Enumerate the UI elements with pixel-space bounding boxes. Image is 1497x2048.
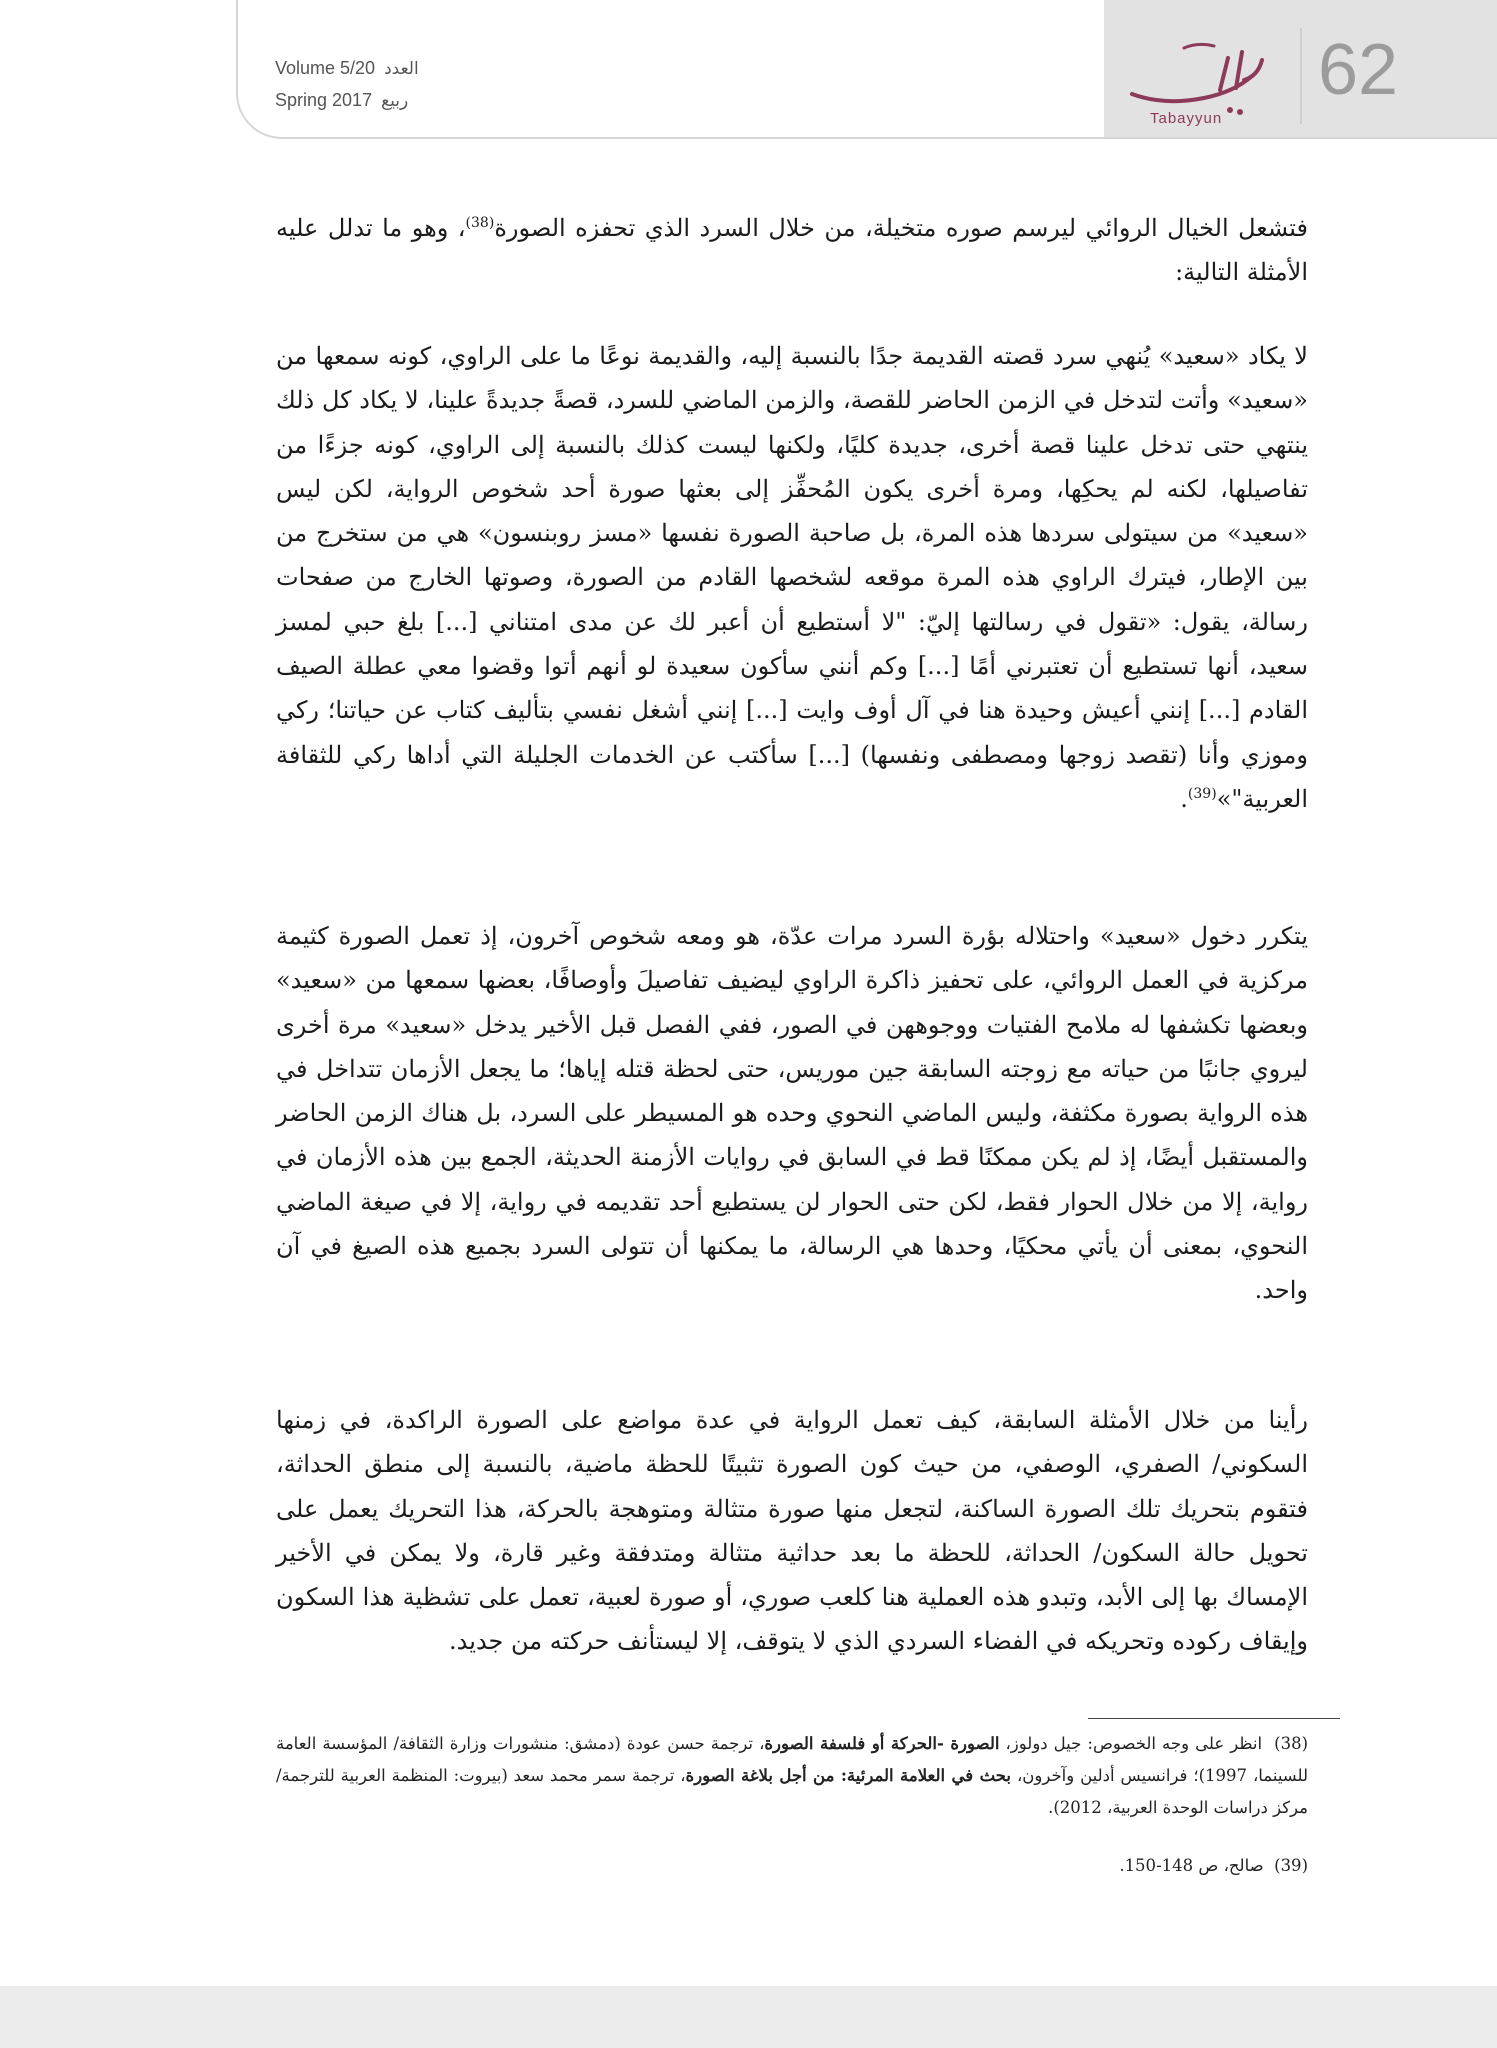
footnote-38-text-b: ، ترجمة حسن عودة (دمشق: منشورات وزارة الثقافة/ المؤسسة العامة للسينما، 1997)؛ فرانسيس أدلين وآخرون،	[276, 1734, 1309, 1785]
footnote-39	[276, 1850, 1308, 1882]
page-number: 62	[1318, 30, 1399, 110]
volume-label-ar: العدد	[384, 59, 419, 79]
season-label: Spring 2017	[275, 90, 373, 110]
logo-latin-text: Tabayyun	[1150, 110, 1223, 127]
footnote-39-number: (39)	[1274, 1856, 1308, 1875]
header-divider	[1300, 28, 1302, 124]
paragraph-1	[276, 206, 1308, 295]
footnote-38-title-1: الصورة -الحركة أو فلسفة الصورة	[764, 1734, 1000, 1753]
footnote-39-text: صالح، ص 148-150.	[1119, 1856, 1264, 1875]
season-line	[275, 90, 408, 111]
paragraph-1-text-b: ، وهو ما تدلل عليه الأمثلة التالية:	[276, 214, 1308, 287]
footnote-38-title-2: بحث في العلامة المرئية: من أجل بلاغة الصورة	[685, 1766, 1012, 1785]
footnote-separator	[1088, 1718, 1340, 1719]
volume-label: Volume 5/20	[275, 58, 376, 78]
paragraph-2-text: لا يكاد «سعيد» يُنهي سرد قصته القديمة جدًا بالنسبة إليه، والقديمة نوعًا ما على الراوي، كونه سمعها من «سعيد» وأتت لتدخل في الزمن الحاضر للقصة، والزمن الماضي للسرد، قصةً جديدةً علينا، لا يكاد كل ذلك ينتهي حتى تدخل علينا قصة أخرى، جديدة كليًا، ولكنها ليست كذلك بالنسبة إلى الراوي، كونه جزءًا من تفاصيلها، لكنه لم يحكِها، ومرة أخرى يكون المُحفِّز إلى بعثها صورة أحد شخوص الرواية، لكن ليس «سعيد» من سيتولى سردها هذه المرة، بل صاحبة الصورة نفسها «مسز روبنسون» هي من ستخرج من بين الإطار، فيترك الراوي هذه المرة موقعه لشخصها القادم من الصورة، وصوتها الخارج من صفحات رسالة، يقول: «تقول في رسالتها إليّ: "لا أستطيع أن أعبر لك عن مدى امتناني [...] بلغ حبي لمسز سعيد، أنها تستطيع أن تعتبرني أمًا [...] وكم أنني سأكون سعيدة لو أنهم أتوا وقضوا معي عطلة الصيف القادم [...] إنني أعيش وحيدة هنا في آل أوف وايت [...] إنني أشغل نفسي بتأليف كتاب عن حياتنا؛ ركي وموزي وأنا (تقصد زوجها ومصطفى ونفسها) [...] سأكتب عن الخدمات الجليلة التي أداها ركي للثقافة العربية"»	[276, 342, 1309, 813]
footnote-ref-38[interactable]: (38)	[465, 215, 495, 231]
paragraph-1-text-a: فتشعل الخيال الروائي ليرسم صوره متخيلة، من خلال السرد الذي تحفزه الصورة	[494, 214, 1308, 242]
season-label-ar: ربيع	[381, 91, 409, 111]
footnote-38	[276, 1728, 1308, 1824]
paragraph-4: رأينا من خلال الأمثلة السابقة، كيف تعمل الرواية في عدة مواضع على الصورة الراكدة، في زمنها السكوني/ الصفري، الوصفي، من حيث كون الصورة تثبيتًا للحظة ماضية، بالنسبة إلى منطق الحداثة، فتقوم بتحريك تلك الصورة الساكنة، لتجعل منها صورة متثالة ومتوهجة بالحركة، هذا التحريك يعمل على تحويل حالة السكون/ الحداثة، للحظة ما بعد حداثية متثالة ومتدفقة وغير قارة، ولا يمكن في الأخير الإمساك بها إلى الأبد، وتبدو هذه العملية هنا كلعب صوري، أو صورة لعبية، تعمل على تشظية هذا السكون وإيقاف ركوده وتحريكه في الفضاء السردي الذي لا يتوقف، إلا ليستأنف حركته من جديد.	[276, 1406, 1309, 1656]
footnote-38-text-c: ، ترجمة سمر محمد سعد (بيروت: المنظمة العربية للترجمة/ مركز دراسات الوحدة العربية، 2012).	[276, 1766, 1308, 1817]
paragraph-2-end: .	[1180, 784, 1188, 813]
page-footer-band	[0, 1986, 1497, 2048]
volume-line	[275, 58, 419, 79]
footnote-ref-39[interactable]: (39)	[1187, 785, 1217, 802]
paragraph-3: يتكرر دخول «سعيد» واحتلاله بؤرة السرد مرات عدّة، هو ومعه شخوص آخرون، إذ تعمل الصورة كثيمة مركزية في العمل الروائي، على تحفيز ذاكرة الراوي ليضيف تفاصيلَ وأوصافًا، بعضها سمعها من «سعيد» وبعضها تكشفها له ملامح الفتيات ووجوههن في الصور، ففي الفصل قبل الأخير يدخل «سعيد» مرة أخرى ليروي جانبًا من حياته مع زوجته السابقة جين موريس، حتى لحظة قتله إياها؛ ما يجعل الأزمان تتداخل في هذه الرواية بصورة مكثفة، وليس الماضي النحوي وحده هو المسيطر على السرد، بل هناك الزمن الحاضر والمستقبل أيضًا، إذ لم يكن ممكنًا قط في السابق في روايات الأزمنة الحديثة، الجمع بين هذه الأزمان في رواية، إلا من خلال الحوار فقط، لكن حتى الحوار لن يستطيع أحد تقديمه في رواية، إلا في صيغة الماضي النحوي، بمعنى أن يأتي محكيًا، وحدها هي الرسالة، ما يمكنها أن تتولى السرد بجميع هذه الصيغ في آن واحد.	[276, 922, 1308, 1305]
footnote-38-text-a: انظر على وجه الخصوص: جيل دولوز،	[999, 1734, 1263, 1753]
paragraph-2	[276, 334, 1308, 821]
footnote-38-number: (38)	[1274, 1734, 1309, 1753]
